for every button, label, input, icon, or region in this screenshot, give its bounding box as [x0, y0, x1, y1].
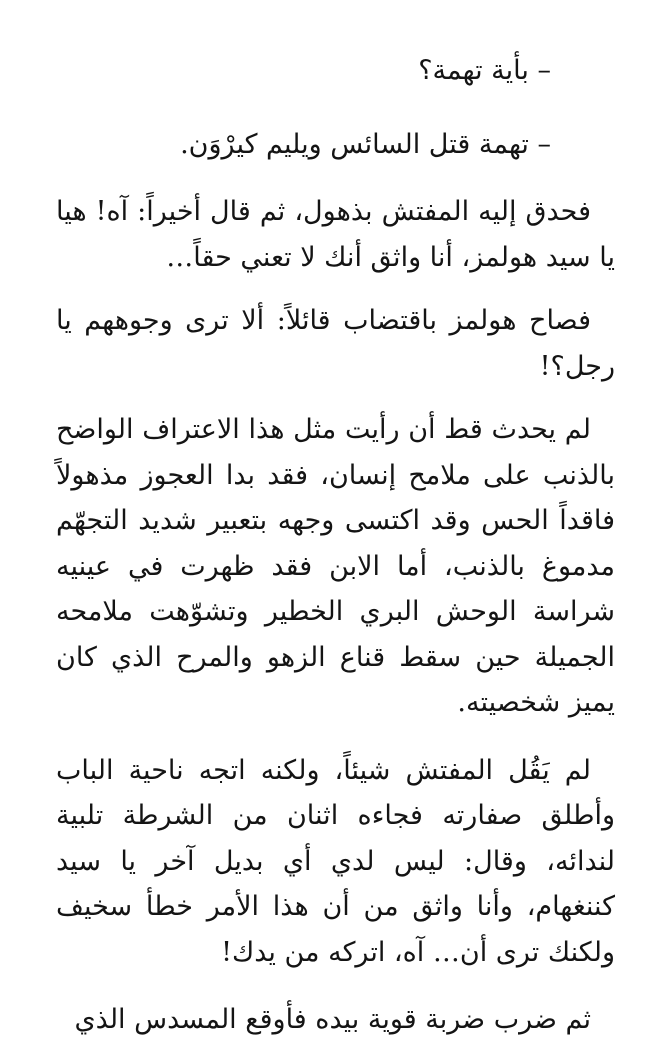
paragraph-confession-description: لم يحدث قط أن رأيت مثل هذا الاعتراف الواضح بالذنب على ملامح إنسان، فقد بدا العجوز مذهولاً فاقداً الحس وقد اكتسى وجهه بتعبير شديد التجهّم مدموغ بالذنب، أما الابن فقد ظهرت في عينيه شراسة الوحش البري الخطير وتشوّهت ملامحه الجميلة حين سقط قناع الزهو والمرح الذي كان يميز شخصيته.: [56, 414, 615, 718]
paragraph-holmes-exclaims: فصاح هولمز باقتضاب قائلاً: ألا ترى وجوههم يا رجل؟!: [56, 305, 615, 382]
dialogue-line-charge-question: – بأية تهمة؟: [418, 55, 551, 86]
paragraph-inspector-reply: فحدق إليه المفتش بذهول، ثم قال أخيراً: آه! هيا يا سيد هولمز، أنا واثق أنك لا تعني حقاً…: [56, 196, 615, 273]
paragraph-strike-revolver: ثم ضرب ضربة قوية بيده فأوقع المسدس الذي: [74, 1004, 591, 1035]
dialogue-line-charge-answer: – تهمة قتل السائس ويليم كيرْوَن.: [180, 128, 551, 160]
paragraph-inspector-whistle: لم يَقُل المفتش شيئاً، ولكنه اتجه ناحية الباب وأطلق صفارته فجاءه اثنان من الشرطة تلبية لندائه، وقال: ليس لدي أي بديل آخر يا سيد كننغهام، وأنا واثق من أن هذا الأمر خطأ سخيف ولكنك ترى أن… آه، اتركه من يدك!: [56, 754, 615, 968]
